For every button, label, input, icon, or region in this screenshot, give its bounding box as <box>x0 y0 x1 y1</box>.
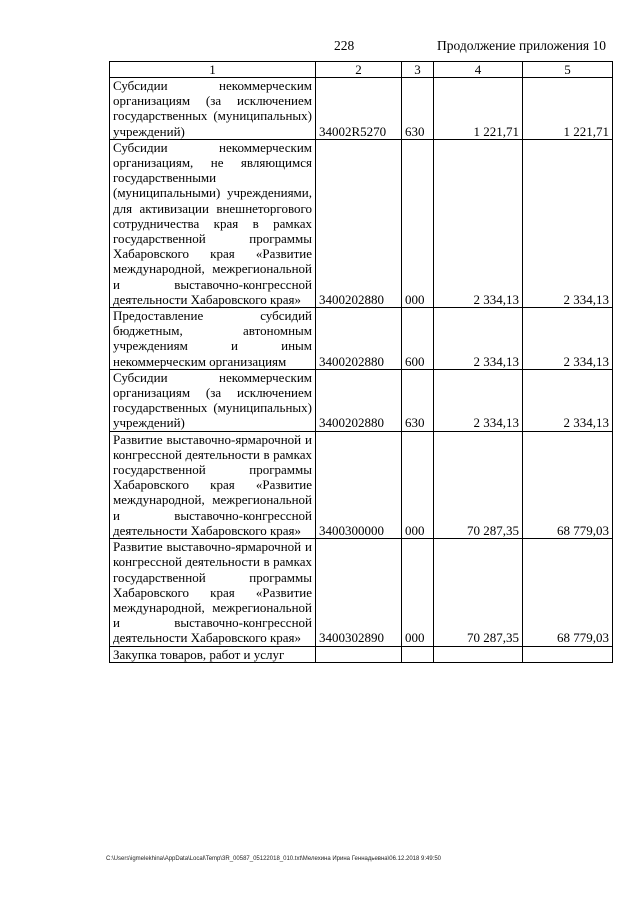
row-target-code: 3400202880 <box>316 308 402 370</box>
row-expense-type: 630 <box>402 78 434 140</box>
row-target-code: 3400202880 <box>316 139 402 307</box>
row-amount-col5: 68 779,03 <box>523 431 613 538</box>
row-expense-type: 000 <box>402 539 434 646</box>
row-amount-col5: 68 779,03 <box>523 539 613 646</box>
table-row <box>110 139 613 307</box>
row-name: Субсидии некоммерческим организациям (за исключением государственных (муниципальных) учреждений) <box>110 369 316 431</box>
row-name: Развитие выставочно-ярмарочной и конгрессной деятельности в рамках государственной программы Хабаровского края «Развитие международной, межрегиональной и выставочно-конгрессной деятельности Хабаровского края» <box>110 539 316 646</box>
page-header <box>0 38 640 58</box>
row-expense-type: 000 <box>402 139 434 307</box>
row-expense-type: 600 <box>402 308 434 370</box>
row-expense-type: 630 <box>402 369 434 431</box>
row-name: Предоставление субсидий бюджетным, автономным учреждениям и иным некоммерческим организациям <box>110 308 316 370</box>
document-footer-path: C:\Users\igmelekhina\AppData\Local\Temp\3R_00587_05122018_010.txt\Мелехина Ирина Геннадьевна\06.12.2018 9:49:50 <box>106 856 442 862</box>
row-amount-col4: 70 287,35 <box>434 431 523 538</box>
page-number: 228 <box>334 38 355 53</box>
row-expense-type: 000 <box>402 431 434 538</box>
table-row <box>110 646 613 662</box>
row-name: Развитие выставочно-ярмарочной и конгрессной деятельности в рамках государственной программы Хабаровского края «Развитие международной, межрегиональной и выставочно-конгрессной деятельности Хабаровского края» <box>110 431 316 538</box>
column-header-4: 4 <box>434 62 523 78</box>
column-header-2: 2 <box>316 62 402 78</box>
row-amount-col4 <box>434 646 523 662</box>
row-target-code: 3400202880 <box>316 369 402 431</box>
table-header-row <box>110 62 613 78</box>
row-target-code: 3400302890 <box>316 539 402 646</box>
row-name: Субсидии некоммерческим организациям (за исключением государственных (муниципальных) учреждений) <box>110 78 316 140</box>
column-header-3: 3 <box>402 62 434 78</box>
row-amount-col4: 70 287,35 <box>434 539 523 646</box>
row-amount-col5 <box>523 646 613 662</box>
row-target-code <box>316 646 402 662</box>
row-target-code: 34002R5270 <box>316 78 402 140</box>
row-target-code: 3400300000 <box>316 431 402 538</box>
appendix-continuation-label: Продолжение приложения 10 <box>437 38 607 53</box>
row-expense-type <box>402 646 434 662</box>
row-amount-col4: 2 334,13 <box>434 308 523 370</box>
table-row <box>110 308 613 370</box>
row-name: Субсидии некоммерческим организациям, не являющимся государственными (муниципальными) учреждениями, для активизации внешнеторгового сотрудничества края в рамках государственной программы Хабаровского края «Развитие международной, межрегиональной и выставочно-конгрессной деятельности Хабаровского края» <box>110 139 316 307</box>
row-amount-col5: 2 334,13 <box>523 308 613 370</box>
row-amount-col4: 2 334,13 <box>434 139 523 307</box>
column-header-1: 1 <box>110 62 316 78</box>
table-row <box>110 78 613 140</box>
row-amount-col5: 1 221,71 <box>523 78 613 140</box>
row-amount-col5: 2 334,13 <box>523 369 613 431</box>
table-row <box>110 539 613 646</box>
row-amount-col5: 2 334,13 <box>523 139 613 307</box>
row-name: Закупка товаров, работ и услуг <box>110 646 316 662</box>
table-row <box>110 369 613 431</box>
row-amount-col4: 1 221,71 <box>434 78 523 140</box>
budget-table <box>109 61 613 663</box>
row-amount-col4: 2 334,13 <box>434 369 523 431</box>
column-header-5: 5 <box>523 62 613 78</box>
table-row <box>110 431 613 538</box>
